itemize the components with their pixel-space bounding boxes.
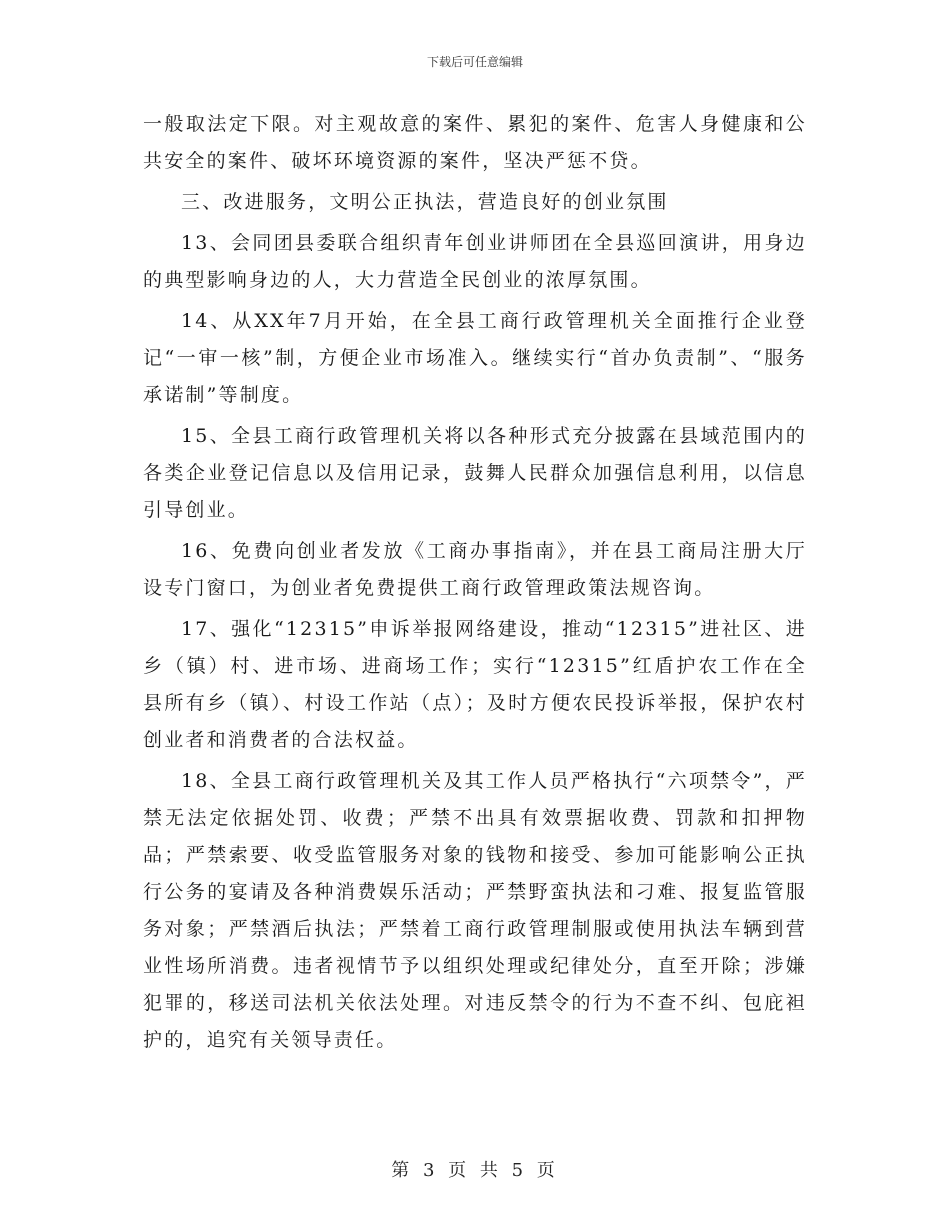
page-number: 第 3 页 共 5 页 [391, 1160, 559, 1181]
paragraph-item-18: 18、全县工商行政管理机关及其工作人员严格执行“六项禁令”，严禁无法定依据处罚、收费；严禁不出具有效票据收费、罚款和扣押物品；严禁索要、收受监管服务对象的钱物和接受、参加可能影响公正执行公务的宴请及各种消费娱乐活动；严禁野蛮执法和刁难、报复监管服务对象；严禁酒后执法；严禁着工商行政管理制服或使用执法车辆到营业性场所消费。违者视情节予以组织处理或纪律处分，直至开除；涉嫌犯罪的，移送司法机关依法处理。对违反禁令的行为不查不纠、包庇袒护的，追究有关领导责任。 [143, 770, 807, 1051]
paragraph-continuation: 一般取法定下限。对主观故意的案件、累犯的案件、危害人身健康和公共安全的案件、破坏环境资源的案件，坚决严惩不贷。 [143, 113, 807, 172]
paragraph-item-16: 16、免费向创业者发放《工商办事指南》，并在县工商局注册大厅设专门窗口，为创业者免费提供工商行政管理政策法规咨询。 [143, 540, 807, 599]
document-body [143, 106, 807, 1059]
paragraph-item-15: 15、全县工商行政管理机关将以各种形式充分披露在县域范围内的各类企业登记信息以及信用记录，鼓舞人民群众加强信息利用，以信息引导创业。 [143, 425, 807, 521]
paragraph-item-13: 13、会同团县委联合组织青年创业讲师团在全县巡回演讲，用身边的典型影响身边的人，大力营造全民创业的浓厚氛围。 [143, 232, 807, 291]
section-heading: 三、改进服务，文明公正执法，营造良好的创业氛围 [181, 191, 669, 213]
paragraph-item-17: 17、强化“12315”申诉举报网络建设，推动“12315”进社区、进乡（镇）村、进市场、进商场工作；实行“12315”红盾护农工作在全县所有乡（镇）、村设工作站（点）；及时方便农民投诉举报，保护农村创业者和消费者的合法权益。 [143, 618, 807, 751]
paragraph-item-14: 14、从XX年7月开始，在全县工商行政管理机关全面推行企业登记“一审一核”制，方便企业市场准入。继续实行“首办负责制”、“服务承诺制”等制度。 [143, 310, 807, 406]
header-note: 下载后可任意编辑 [426, 55, 523, 69]
